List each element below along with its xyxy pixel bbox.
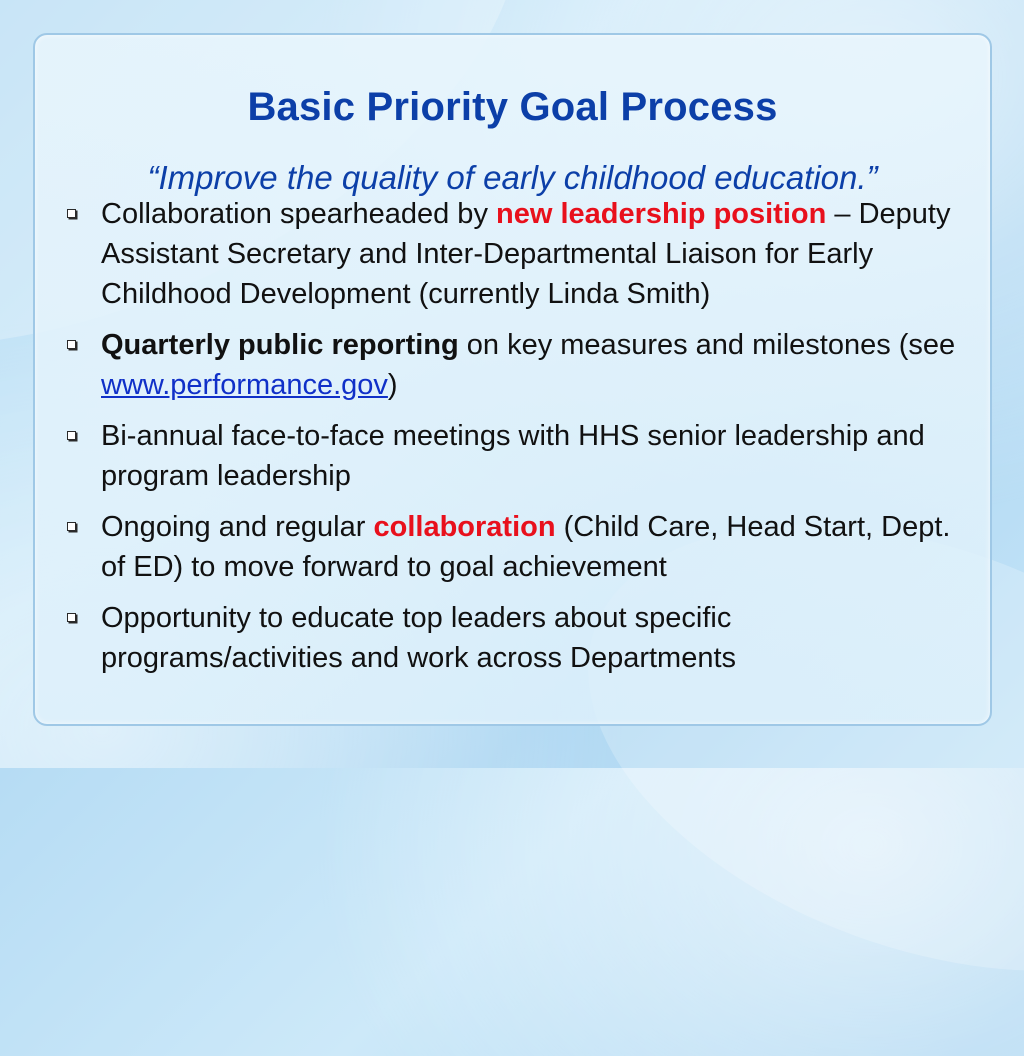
hollow-square-bullet-icon — [67, 209, 76, 218]
slide-title: Basic Priority Goal Process — [247, 85, 778, 129]
hollow-square-bullet-icon — [67, 340, 76, 349]
bullet-item — [62, 416, 962, 496]
hollow-square-bullet-icon — [67, 431, 76, 440]
bullet-text: (Child Care, Head Start, Dept. of ED) to move forward to goal achievement — [101, 511, 951, 583]
bullet-item — [62, 325, 962, 405]
bullet-text: Bi-annual face-to-face meetings with HHS senior leadership and program leadership — [101, 420, 925, 492]
bullet-item — [62, 598, 962, 678]
hollow-square-bullet-icon — [67, 522, 76, 531]
bullet-text: Ongoing and regular — [101, 511, 374, 543]
bullet-text: ) — [387, 369, 398, 401]
bullet-text: Opportunity to educate top leaders about specific programs/activities and work across Departments — [101, 602, 737, 674]
bullet-text: on key measures and milestones (see — [458, 329, 956, 361]
bullet-list — [62, 194, 962, 689]
performance-gov-link[interactable]: www.performance.gov — [101, 369, 388, 401]
bullet-item — [62, 507, 962, 587]
bold-text: Quarterly public reporting — [101, 329, 459, 361]
bullet-text: Collaboration spearheaded by — [101, 198, 496, 230]
highlight-text: new leadership position — [496, 198, 827, 230]
slide-subtitle: “Improve the quality of early childhood education.” — [147, 159, 878, 196]
bullet-item — [62, 194, 962, 314]
bullet-text: – Deputy Assistant Secretary and Inter-Departmental Liaison for Early Childhood Development (currently Linda Smith) — [101, 198, 951, 310]
hollow-square-bullet-icon — [67, 613, 76, 622]
highlight-text: collaboration — [373, 511, 556, 543]
